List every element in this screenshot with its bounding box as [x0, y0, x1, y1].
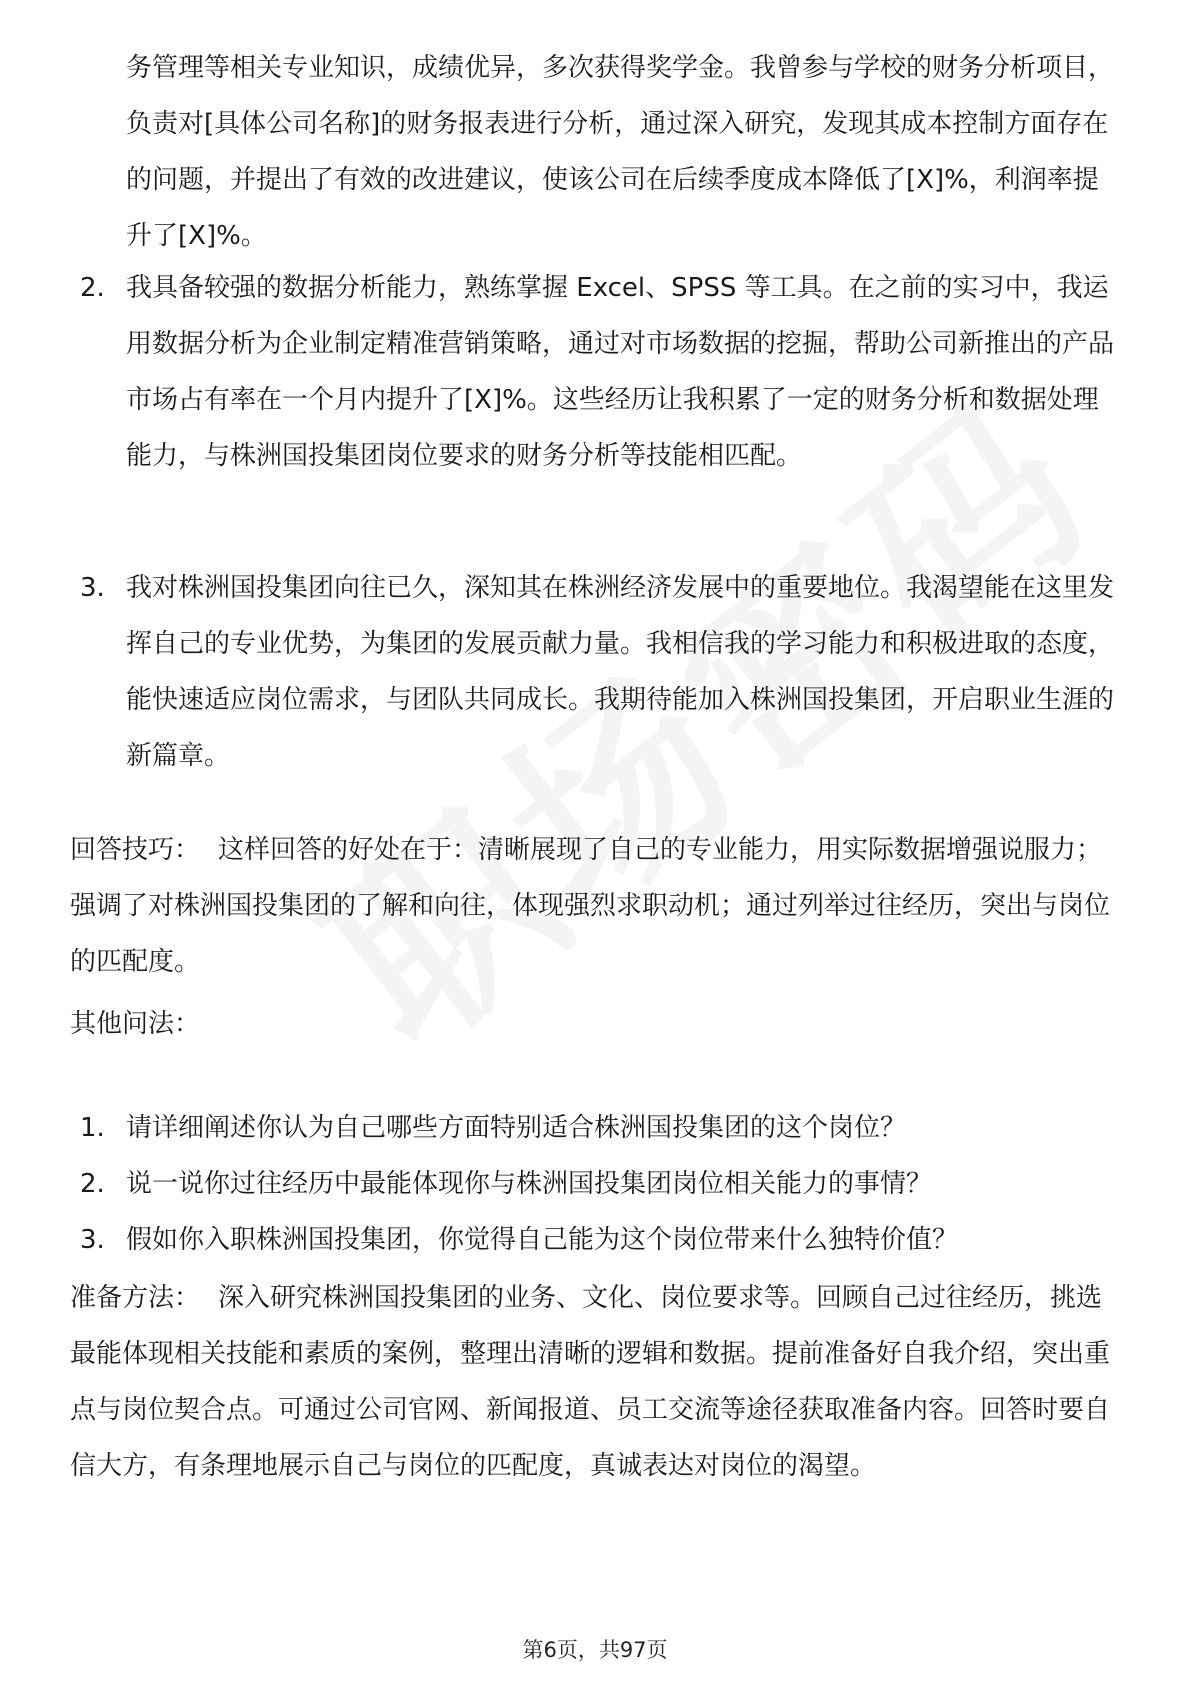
list-item-text: 假如你入职株洲国投集团，你觉得自己能为这个岗位带来什么独特价值？: [126, 1225, 959, 1255]
list-number: 2.: [80, 273, 105, 303]
list-item-text: 请详细阐述你认为自己哪些方面特别适合株洲国投集团的这个岗位？: [126, 1113, 907, 1143]
answer-item-3: [80, 560, 1120, 784]
preparation-label: 准备方法：: [70, 1283, 201, 1313]
list-number: 1.: [80, 1113, 105, 1143]
list-number: 3.: [80, 573, 105, 603]
page-number: 第6页，共97页: [522, 1638, 668, 1662]
other-questions-title: 其他问法：: [70, 1009, 201, 1039]
other-questions-list: [80, 1100, 1120, 1268]
list-item: [80, 1156, 1120, 1212]
list-item: [80, 1100, 1120, 1156]
preparation-method: [70, 1270, 1120, 1494]
list-item-text: 说一说你过往经历中最能体现你与株洲国投集团岗位相关能力的事情？: [126, 1169, 933, 1199]
preparation-text: 深入研究株洲国投集团的业务、文化、岗位要求等。回顾自己过往经历，挑选最能体现相关技能和素质的案例，整理出清晰的逻辑和数据。提前准备好自我介绍，突出重点与岗位契合点。可通过公司官网、新闻报道、员工交流等途径获取准备内容。回答时要自信大方，有条理地展示自己与岗位的匹配度，真诚表达对岗位的渴望。: [70, 1283, 1111, 1481]
answer-tips: [70, 822, 1120, 990]
answer-tips-text: 这样回答的好处在于：清晰展现了自己的专业能力，用实际数据增强说服力；强调了对株洲国投集团的了解和向往，体现强烈求职动机；通过列举过往经历，突出与岗位的匹配度。: [70, 835, 1111, 977]
list-number: 3.: [80, 1225, 105, 1255]
list-item-text: 我对株洲国投集团向往已久，深知其在株洲经济发展中的重要地位。我渴望能在这里发挥自己的专业优势，为集团的发展贡献力量。我相信我的学习能力和积极进取的态度，能快速适应岗位需求，与团队共同成长。我期待能加入株洲国投集团，开启职业生涯的新篇章。: [126, 573, 1115, 771]
list-item: [80, 1212, 1120, 1268]
list-number: 2.: [80, 1169, 105, 1199]
answer-item-2: [80, 260, 1120, 484]
list-item-text: 我具备较强的数据分析能力，熟练掌握 Excel、SPSS 等工具。在之前的实习中，我运用数据分析为企业制定精准营销策略，通过对市场数据的挖掘，帮助公司新推出的产品市场占有率在一个月内提升了[X]%。这些经历让我积累了一定的财务分析和数据处理能力，与株洲国投集团岗位要求的财务分析等技能相匹配。: [126, 273, 1115, 471]
answer-item-1-continuation: 务管理等相关专业知识，成绩优异，多次获得奖学金。我曾参与学校的财务分析项目，负责对[具体公司名称]的财务报表进行分析，通过深入研究，发现其成本控制方面存在的问题，并提出了有效的改进建议，使该公司在后续季度成本降低了[X]%，利润率提升了[X]%。: [126, 53, 1115, 251]
answer-tips-label: 回答技巧：: [70, 835, 201, 865]
